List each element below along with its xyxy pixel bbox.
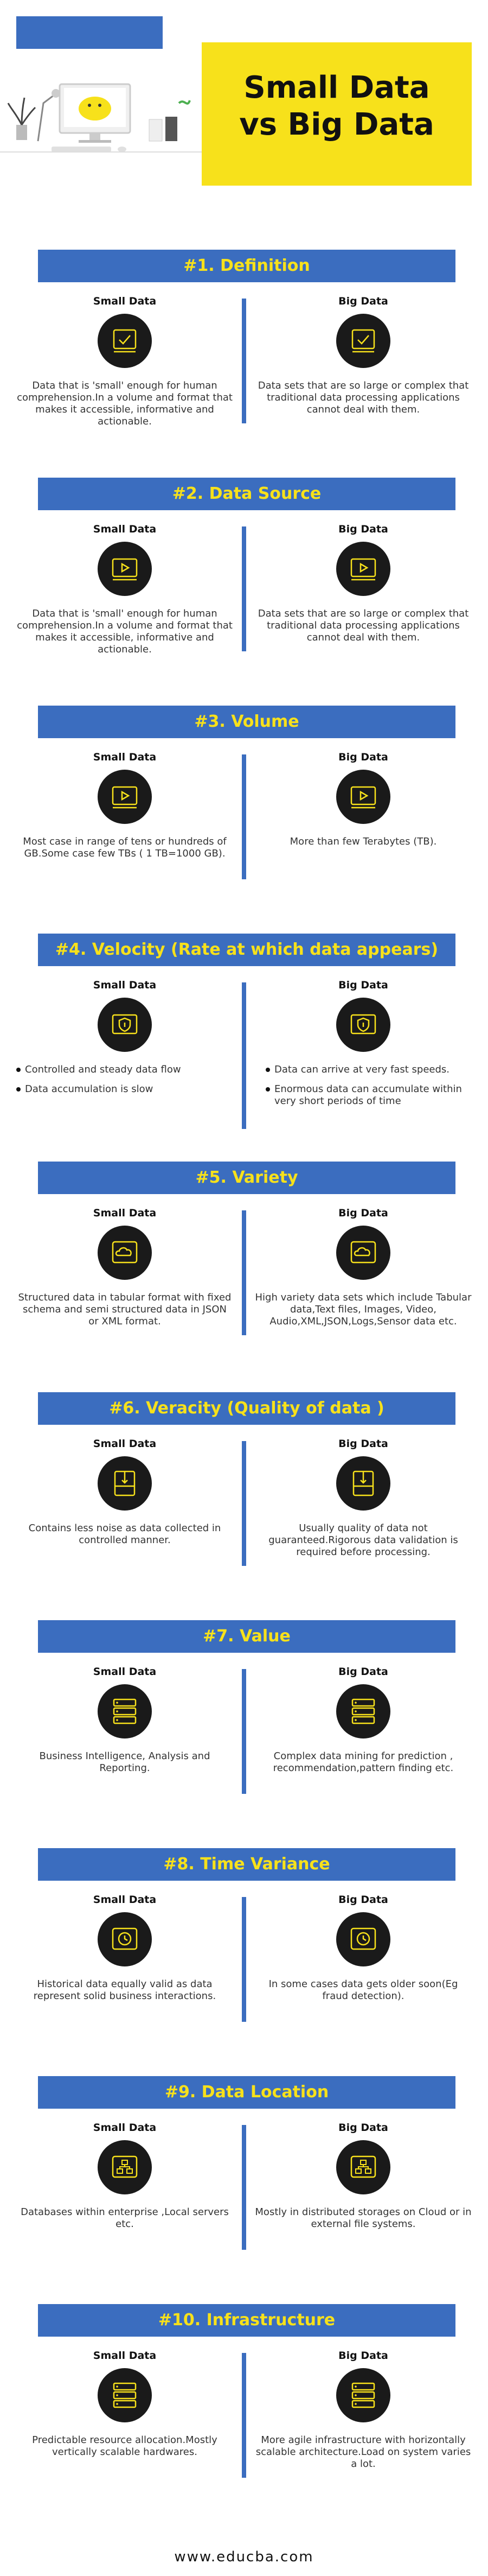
bullet-text: Controlled and steady data flow	[25, 1064, 181, 1075]
right-description: More than few Terabytes (TB).	[290, 836, 437, 847]
footer-url[interactable]: www.educba.com	[174, 2549, 314, 2565]
play-icon	[98, 542, 152, 596]
small-data-label: Small Data	[93, 2122, 157, 2134]
archive-icon	[98, 1456, 152, 1511]
section-5	[0, 1162, 488, 1346]
clock-icon	[336, 1912, 390, 1966]
small-data-label: Small Data	[93, 2350, 157, 2362]
section-title: #6. Veracity (Quality of data )	[38, 1392, 455, 1425]
small-data-label: Small Data	[93, 979, 157, 991]
big-data-label: Big Data	[338, 1207, 388, 1219]
play-icon	[336, 770, 390, 824]
column-divider	[242, 2125, 246, 2250]
check-icon	[98, 314, 152, 368]
bullet-dot	[16, 1068, 21, 1072]
network-icon	[98, 2140, 152, 2194]
section-2	[0, 478, 488, 662]
bullet-text: Data accumulation is slow	[25, 1083, 153, 1095]
server-icon	[98, 1684, 152, 1739]
section-3	[0, 706, 488, 890]
left-bullet-list	[16, 1064, 233, 1103]
column-divider	[242, 982, 246, 1129]
column-divider	[242, 754, 246, 879]
header-blue-bar	[16, 16, 163, 49]
bullet-dot	[16, 1087, 21, 1092]
desk-illustration	[0, 65, 202, 163]
left-description: Business Intelligence, Analysis and Reporting.	[39, 1750, 210, 1774]
list-item	[16, 1083, 233, 1095]
big-data-label: Big Data	[338, 2122, 388, 2134]
big-data-label: Big Data	[338, 523, 388, 535]
left-description: Data that is 'small' enough for human comprehension.In a volume and format that makes it accessible, informative and actionable.	[17, 608, 233, 655]
left-description: Data that is 'small' enough for human comprehension.In a volume and format that makes it accessible, informative and actionable.	[17, 380, 233, 427]
server-icon	[98, 2368, 152, 2422]
right-description: More agile infrastructure with horizontally scalable architecture.Load on system varies a lot.	[255, 2434, 471, 2470]
shield-icon	[98, 998, 152, 1052]
list-item	[16, 1064, 233, 1076]
small-data-label: Small Data	[93, 1438, 157, 1450]
cloud-icon	[98, 1226, 152, 1280]
right-description: Usually quality of data not guaranteed.Rigorous data validation is required before processing.	[268, 1522, 458, 1558]
bullet-dot	[266, 1068, 270, 1072]
page-title: Small Data vs Big Data	[239, 70, 434, 142]
bullet-dot	[266, 1087, 270, 1092]
right-description: Mostly in distributed storages on Cloud or in external file systems.	[255, 2206, 472, 2230]
left-description: Historical data equally valid as data represent solid business interactions.	[33, 1978, 216, 2002]
section-title: #9. Data Location	[38, 2076, 455, 2109]
section-title: #2. Data Source	[38, 478, 455, 510]
right-description: Data sets that are so large or complex that traditional data processing applications cannot deal with them.	[258, 380, 469, 415]
section-1	[0, 250, 488, 434]
desk-illustration-icon	[0, 65, 202, 163]
network-icon	[336, 2140, 390, 2194]
left-description: Most case in range of tens or hundreds of GB.Some case few TBs ( 1 TB=1000 GB).	[23, 836, 227, 859]
bullet-text: Data can arrive at very fast speeds.	[274, 1064, 450, 1075]
play-icon	[98, 770, 152, 824]
left-description: Databases within enterprise ,Local servers etc.	[21, 2206, 229, 2230]
small-data-label: Small Data	[93, 295, 157, 307]
section-8	[0, 1848, 488, 2033]
left-description: Predictable resource allocation.Mostly vertically scalable hardwares.	[32, 2434, 217, 2458]
bullet-text: Enormous data can accumulate within very short periods of time	[274, 1083, 462, 1107]
play-icon	[336, 542, 390, 596]
check-icon	[336, 314, 390, 368]
clock-icon	[98, 1912, 152, 1966]
list-item	[266, 1083, 483, 1107]
column-divider	[242, 1441, 246, 1566]
section-title: #8. Time Variance	[38, 1848, 455, 1881]
header	[0, 0, 488, 163]
column-divider	[242, 526, 246, 651]
section-7	[0, 1620, 488, 1805]
big-data-label: Big Data	[338, 2350, 388, 2362]
shield-icon	[336, 998, 390, 1052]
section-9	[0, 2076, 488, 2261]
big-data-label: Big Data	[338, 295, 388, 307]
right-description: In some cases data gets older soon(Eg fraud detection).	[268, 1978, 458, 2002]
section-4	[0, 934, 488, 1140]
list-item	[266, 1064, 483, 1076]
right-description: Complex data mining for prediction , recommendation,pattern finding etc.	[273, 1750, 454, 1774]
section-title: #7. Value	[38, 1620, 455, 1653]
right-description: High variety data sets which include Tabular data,Text files, Images, Video, Audio,XML,JSON,Logs,Sensor data etc.	[255, 1292, 472, 1327]
column-divider	[242, 1669, 246, 1794]
section-title: #10. Infrastructure	[38, 2304, 455, 2337]
column-divider	[242, 1210, 246, 1335]
column-divider	[242, 1897, 246, 2022]
small-data-label: Small Data	[93, 1666, 157, 1678]
cloud-icon	[336, 1226, 390, 1280]
section-10	[0, 2304, 488, 2489]
big-data-label: Big Data	[338, 1438, 388, 1450]
archive-icon	[336, 1456, 390, 1511]
server-icon	[336, 1684, 390, 1739]
column-divider	[242, 2353, 246, 2478]
section-title: #1. Definition	[38, 250, 455, 282]
big-data-label: Big Data	[338, 979, 388, 991]
small-data-label: Small Data	[93, 1207, 157, 1219]
big-data-label: Big Data	[338, 1894, 388, 1906]
small-data-label: Small Data	[93, 1894, 157, 1906]
section-title: #3. Volume	[38, 706, 455, 738]
section-title: #5. Variety	[38, 1162, 455, 1194]
big-data-label: Big Data	[338, 1666, 388, 1678]
left-description: Contains less noise as data collected in controlled manner.	[28, 1522, 221, 1546]
section-title: #4. Velocity (Rate at which data appears)	[38, 934, 455, 966]
right-bullet-list	[266, 1064, 483, 1115]
section-6	[0, 1392, 488, 1577]
big-data-label: Big Data	[338, 751, 388, 763]
left-description: Structured data in tabular format with fixed schema and semi structured data in JSON or XML format.	[18, 1292, 232, 1327]
small-data-label: Small Data	[93, 523, 157, 535]
right-description: Data sets that are so large or complex that traditional data processing applications cannot deal with them.	[258, 608, 469, 643]
server-icon	[336, 2368, 390, 2422]
column-divider	[242, 299, 246, 423]
small-data-label: Small Data	[93, 751, 157, 763]
